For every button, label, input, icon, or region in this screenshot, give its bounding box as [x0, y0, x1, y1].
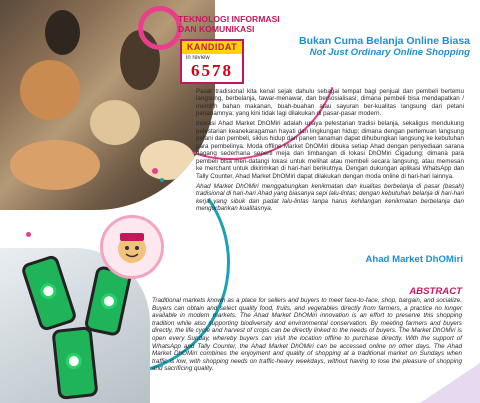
logo-name: KANDIDAT: [182, 41, 242, 54]
whatsapp-icon: [38, 281, 58, 301]
article-body: [196, 88, 464, 215]
mascot-badge: [100, 215, 164, 279]
article-title: Bukan Cuma Belanja Online Biasa: [299, 35, 470, 47]
article-subtitle: Not Just Ordinary Online Shopping: [309, 47, 470, 58]
section-rubric: [178, 14, 298, 34]
photo-shape: [20, 60, 80, 120]
phone-shape: [51, 326, 98, 400]
body-paragraph: Pasar tradisional kita kenal sejak dahulu sebagai tempat bagi penjual dan pembeli bertemu langsung, berbelanja, tawar-menawar, dan bersosialisasi; dimana pembeli bisa mendapatkan / memilih bahan makanan, buah-buahan atau sayuran ber-kualitas langsung dari petani penanamnya; yang kini tidak lagi dilakukan di pasar-pasar modern.: [196, 88, 464, 118]
body-paragraph: Ahad Market DhOMiri menggabungkan kenikmatan dan kualitas berbelanja di pasar (basah) tradisional di hari-hari Ahad yang biasanya sepi lalu-lintas; dengan kebutuhan belanja di hari-hari kerja yang sibuk dan padat lalu-lintas tanpa harus kehilangan kenikmatan berbelanja dan mengorbankan kualitasnya.: [196, 182, 464, 212]
decorative-dot: [152, 168, 158, 174]
photo-shape: [45, 10, 80, 55]
body-paragraph: Inovasi Ahad Market DhOMiri adalah upaya pelestarian tradisi belanja, sekaligus mendukung pelestarian keanekaragaman hayati dan lingkungan hidup; dimana dengan pertemuan langsung petani dan pembeli, siklus hidup dan panen tanaman dapat dihubungkan langsung ke kebutuhan para pembelinya. Moda offline Market DhOMiri dibuka setiap Ahad dengan penyediaan sarana dagang sederhana seperti meja dan timbangan di lokasi DhOMiri Cigadung; dimana para pembeli bisa men-datangi lokasi untuk melihat atau membeli secara langsung, atau memesan ke merchant untuk dikirimkan di hari-hari berikutnya. Dengan dukungan aplikasi WhatsApp dan Tally Counter, Ahad Market DhOMiri dapat dilakukan dengan moda online di hari-hari lainnya.: [196, 120, 464, 180]
logo-subtitle: in review: [186, 55, 210, 61]
decorative-dot: [26, 232, 31, 237]
mascot-icon: [108, 223, 156, 271]
phone-shape: [20, 254, 78, 332]
kandidat-logo: [180, 39, 244, 84]
innovation-name: Ahad Market DhOMiri: [365, 254, 463, 265]
whatsapp-icon: [99, 292, 118, 311]
abstract-heading: ABSTRACT: [409, 286, 462, 297]
abstract-text: Traditional markets known as a place for sellers and buyers to meet face-to-face, shop, bargain, and socialize. Buyers can obtain and select quality food, fruits, and vegetables directly from farmers, a practice no longer available in modern markets. The Ahad Market DhOMiri innovation is an effort to preserve this shopping tradition while also supporting biodiversity and environmental conservation. By meeting farmers and buyers directly, the life cycle and harvest of crops can be directly linked to the needs of buyers. The Market DhOMiri is open every Sunday, whereby buyers can visit the location offline to purchase directly. With the support of WhatsApp and Tally Counter, the Ahad Market DhOMiri can be accessed online on other days. The Ahad Market DhOMiri combines the enjoyment and quality of shopping at a traditional market on Sundays when traffic is low, with shopping needs on traffic-heavy weekdays, without having to lose the pleasure of shopping and sacrificing quality.: [152, 297, 462, 373]
decorative-ring: [138, 6, 182, 50]
rubric-line: DAN KOMUNIKASI: [178, 24, 255, 34]
whatsapp-icon: [65, 352, 83, 370]
decorative-dot: [160, 178, 164, 182]
logo-number: 6578: [191, 61, 233, 80]
photo-shape: [90, 100, 140, 145]
rubric-line: TEKNOLOGI INFORMASI: [178, 14, 280, 24]
